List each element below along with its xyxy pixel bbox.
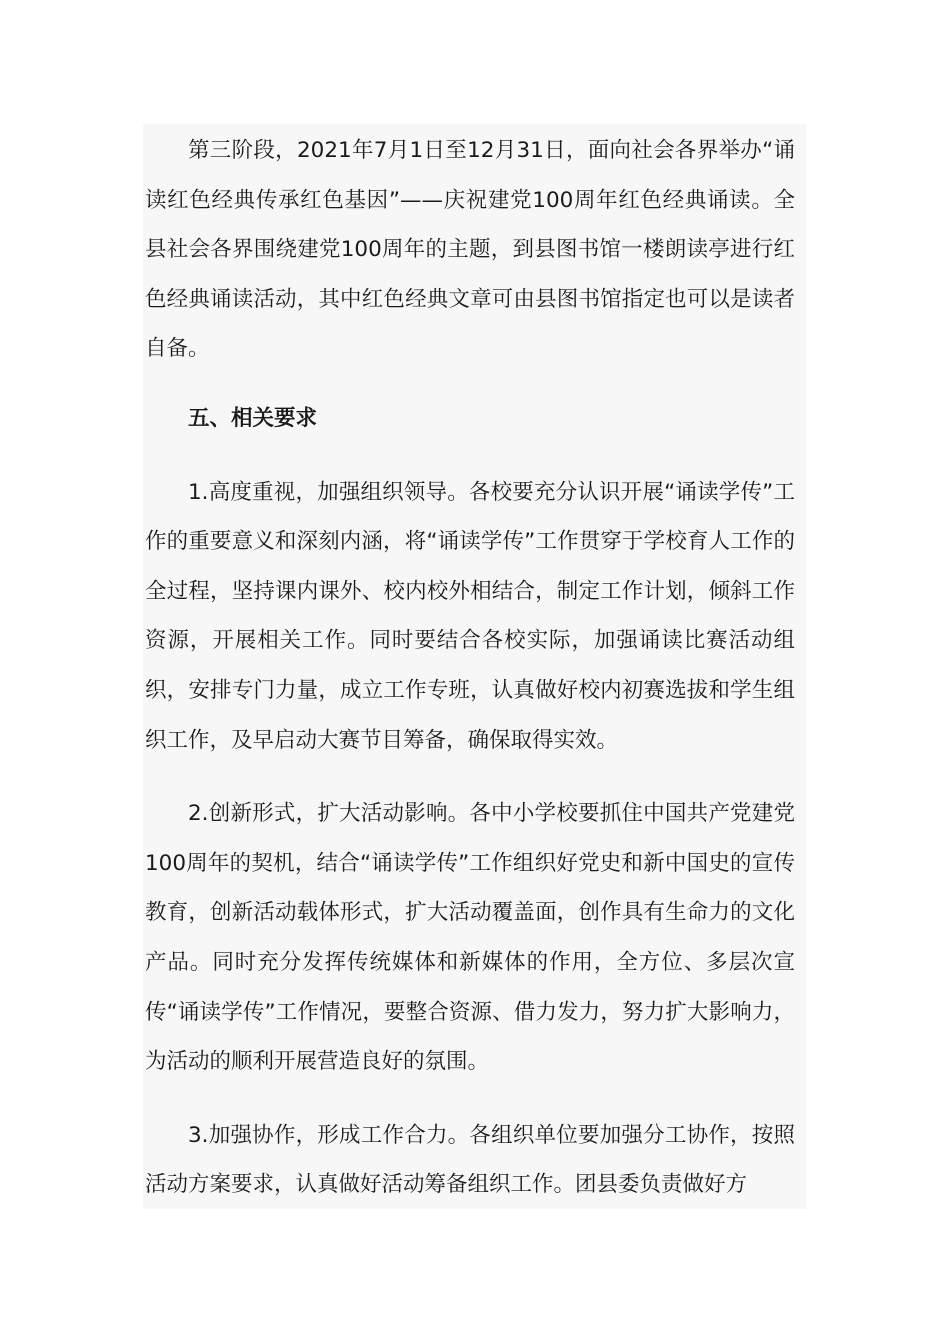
requirement-3: 3.加强协作，形成工作合力。各组织单位要加强分工协作，按照活动方案要求，认真做好活动筹备组织工作。团县委负责做好方 xyxy=(145,1122,795,1198)
document-body xyxy=(145,124,795,1210)
requirement-1: 1.高度重视，加强组织领导。各校要充分认识开展“诵读学传”工作的重要意义和深刻内涵，将“诵读学传”工作贯穿于学校育人工作的全过程，坚持课内课外、校内校外相结合，制定工作计划，倾斜工作资源，开展相关工作。同时要结合各校实际，加强诵读比赛活动组织，安排专门力量，成立工作专班，认真做好校内初赛选拔和学生组织工作，及早启动大赛节目筹备，确保取得实效。 xyxy=(145,479,795,753)
section-heading: 五、相关要求 xyxy=(188,405,318,431)
paragraph-stage-three: 第三阶段，2021年7月1日至12月31日，面向社会各界举办“诵读红色经典传承红色基因”——庆祝建党100周年红色经典诵读。全县社会各界围绕建党100周年的主题，到县图书馆一楼朗读亭进行红色经典诵读活动，其中红色经典文章可由县图书馆指定也可以是读者自备。 xyxy=(145,138,795,362)
requirement-2: 2.创新形式，扩大活动影响。各中小学校要抓住中国共产党建党100周年的契机，结合“诵读学传”工作组织好党史和新中国史的宣传教育，创新活动载体形式，扩大活动覆盖面，创作具有生命力的文化产品。同时充分发挥传统媒体和新媒体的作用，全方位、多层次宣传“诵读学传”工作情况，要整合资源、借力发力，努力扩大影响力，为活动的顺利开展营造良好的氛围。 xyxy=(145,801,795,1075)
